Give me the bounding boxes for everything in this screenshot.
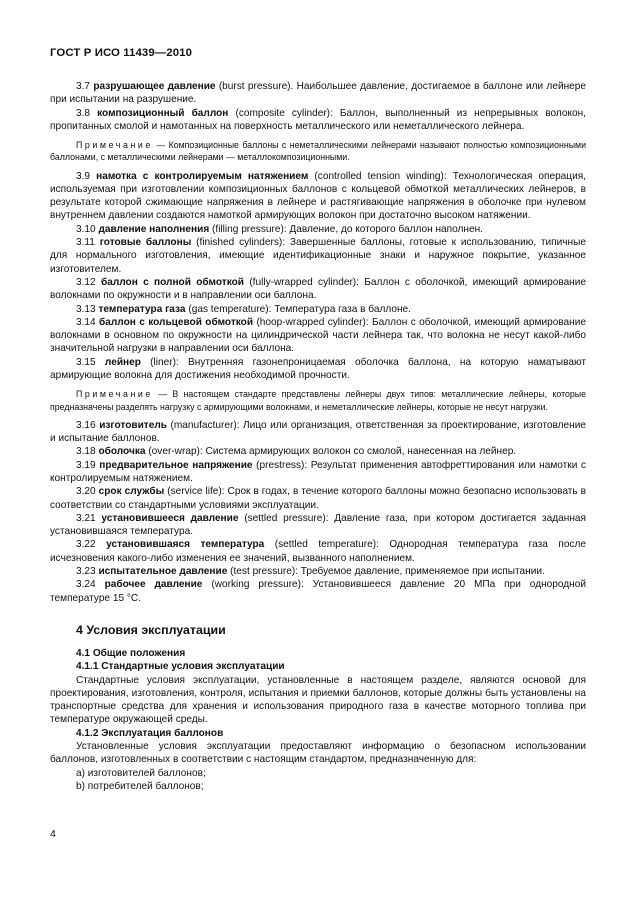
definition-number: 3.10 [76, 223, 96, 235]
definition-text: (gas temperature): Температура газа в баллоне. [185, 303, 411, 315]
definition-term: баллон с полной обмоткой [100, 276, 244, 288]
definition-number: 3.21 [76, 512, 96, 524]
note-text: — В настоящем стандарте представлены лейнеры двух типов: металлические лейнеры, которые предназначены разделять нагрузку с армирующими волокнами, и неметаллические лейнеры, которые не несут нагрузки. [50, 389, 586, 412]
page-number: 4 [50, 828, 56, 840]
definition-3-13 [50, 303, 586, 316]
definition-text: (burst pressure). Наибольшее давление, достигаемое в баллоне или лейнере при испытании на разрушение. [50, 81, 586, 106]
definition-3-7 [50, 80, 586, 107]
definition-term: намотка с контролируемым натяжением [96, 170, 309, 182]
definition-text: (fully-wrapped cylinder): Баллон с оболочкой, имеющий армирование волокнами по окружности и в направлении оси баллона. [50, 276, 587, 302]
definition-number: 3.22 [76, 539, 96, 551]
definition-text: (service life): Срок в годах, в течение которого баллоны можно безопасно использовать в соответствии со стандартными условиями эксплуатации. [50, 486, 586, 511]
definition-term: готовые баллоны [99, 237, 192, 249]
definition-number: 3.16 [76, 419, 96, 431]
definition-3-10 [50, 223, 586, 236]
definition-text: (test pressure): Требуемое давление, применяемое при испытании. [227, 566, 545, 578]
definition-term: лейнер [104, 356, 141, 368]
definition-term: предварительное напряжение [99, 459, 253, 471]
definition-text: (manufacturer): Лицо или организация, ответственная за проектирование, изготовление и испытание баллонов. [50, 419, 586, 445]
definition-3-19 [50, 459, 586, 486]
definition-3-20 [50, 485, 586, 512]
note [50, 388, 586, 412]
definition-text: (finished cylinders): Завершенные баллоны, готовые к использованию, типичные для нормального изготовления, имеющие идентификационные знаки и наружное покрытие, указанное изготовителем. [50, 237, 586, 275]
subsection-heading: 4.1.2 Эксплуатация баллонов [76, 727, 224, 739]
definition-term: испытательное давление [98, 566, 228, 578]
definition-number: 3.23 [76, 566, 96, 578]
definition-text: (settled temperature): Однородная температура газа после исчезновения какого-либо изменения ее значений, вызванного наполнением. [50, 539, 586, 564]
note-label: Примечание [76, 389, 153, 400]
definition-text: (over-wrap): Система армирующих волокон со смолой, нанесенная на лейнер. [145, 446, 517, 458]
definition-3-15 [50, 356, 586, 383]
definition-3-24 [50, 578, 586, 605]
definition-number: 3.7 [76, 81, 91, 92]
definition-term: срок службы [98, 486, 165, 498]
definition-number: 3.15 [76, 356, 96, 368]
definition-number: 3.18 [76, 446, 96, 458]
definition-text: (composite cylinder): Баллон, выполненный из непрерывных волокон, пропитанных смолой и намотанных на поверхность металлического или неметаллического лейнера. [50, 107, 586, 132]
definition-3-12 [50, 276, 586, 303]
definition-term: композиционный баллон [97, 107, 229, 119]
definition-3-21 [50, 512, 586, 539]
list-item: a) изготовителей баллонов; [76, 767, 206, 779]
definition-3-9 [50, 170, 586, 223]
definition-text: (prestress): Результат применения автофреттирования или намотки с контролируемым натяжением. [50, 459, 586, 484]
definition-number: 3.11 [76, 237, 95, 249]
paragraph: Установленные условия эксплуатации предоставляют информацию о безопасном использовании баллонов, изготовленных в соответствии с настоящим стандартом, предназначенную для: [50, 740, 586, 766]
note-label: Примечание [76, 140, 153, 151]
paragraph: Стандартные условия эксплуатации, установленные в настоящем разделе, являются основой для проектирования, изготовления, контроля, испытания и приемки баллонов, которые должны быть установлены на транспортные средства для хранения и использования природного газа в качестве моторного топлива при температуре окружающей среды. [50, 674, 586, 726]
definition-term: оболочка [98, 446, 146, 458]
subsection-heading: 4.1.1 Стандартные условия эксплуатации [76, 661, 285, 673]
definition-term: изготовитель [99, 419, 167, 431]
definition-term: установившаяся температура [106, 539, 265, 551]
definition-term: разрушающее давление [93, 81, 216, 92]
definition-number: 3.20 [76, 486, 96, 498]
definition-term: рабочее давление [104, 579, 203, 591]
definition-term: баллон с кольцевой обмоткой [99, 316, 254, 328]
definition-text: (hoop-wrapped cylinder): Баллон с оболочкой, имеющий армирование волокнами в основном по окружности на цилиндрической части лейнера так, что волокна не несут какой-либо значительной нагрузки в направлении оси баллона. [50, 316, 586, 355]
definition-3-14 [50, 316, 586, 356]
section-heading: 4 Условия эксплуатации [76, 622, 226, 637]
definition-text: (working pressure): Установившееся давление 20 МПа при однородной температуре 15 °С. [50, 579, 586, 604]
definition-number: 3.19 [76, 459, 96, 471]
definition-text: (settled pressure): Давление газа, при котором достигается заданная установившаяся температура. [50, 512, 586, 538]
definition-text: (liner): Внутренняя газонепроницаемая оболочка баллона, на которую наматывают армирующие волокна для достижения необходимой прочности. [50, 356, 586, 382]
definition-3-22 [50, 538, 586, 565]
definition-3-16 [50, 419, 586, 446]
note-text: — Композиционные баллоны с неметаллическими лейнерами называют полностью композиционными баллонами, с металлическими лейнерами — металлокомпозиционными. [50, 140, 586, 163]
definition-3-8 [50, 107, 586, 134]
document-header: ГОСТ Р ИСО 11439—2010 [50, 47, 193, 59]
definition-text: (controlled tension winding): Технологическая операция, используемая при изготовлении композиционных баллонов с кольцевой обмоткой металлических лейнеров, в результате которой сжимающие напряжения в лейнере и растягивающие напряжения в оболочке при нулевом внутреннем давлении создаются намоткой армирующих волокон при достаточно высоком натяжении. [50, 170, 586, 222]
definition-number: 3.12 [76, 276, 96, 288]
definition-term: температура газа [98, 303, 186, 315]
definition-term: установившееся давление [101, 512, 239, 524]
definition-number: 3.14 [76, 316, 96, 328]
list-item: b) потребителей баллонов; [76, 780, 204, 792]
definition-number: 3.8 [76, 107, 91, 119]
definition-3-23 [50, 565, 586, 578]
subsection-heading: 4.1 Общие положения [76, 647, 186, 659]
definition-3-18 [50, 445, 586, 458]
definition-term: давление наполнения [98, 223, 210, 235]
note [50, 139, 586, 163]
document-body [50, 80, 586, 793]
definition-number: 3.13 [76, 303, 96, 315]
definition-text: (filling pressure): Давление, до которого баллон наполнен. [209, 223, 483, 235]
definition-number: 3.24 [76, 579, 96, 591]
definition-3-11 [50, 236, 586, 276]
definition-number: 3.9 [76, 170, 91, 182]
